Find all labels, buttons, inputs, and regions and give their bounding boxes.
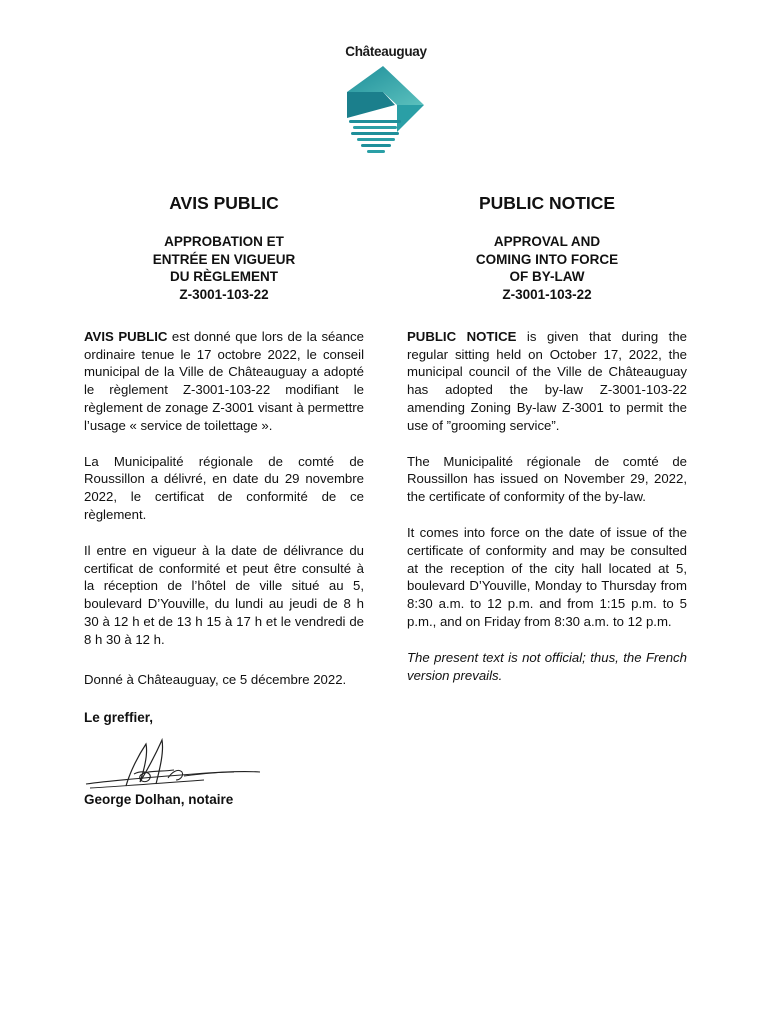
english-paragraph-translation-note: The present text is not official; thus, the French version prevails. xyxy=(407,649,687,683)
subtitle-line: Z-3001-103-22 xyxy=(179,287,269,303)
french-paragraph-in-force: Il entre en vigueur à la date de délivrance du certificat de conformité et peut être consulté à la réception de l’hôtel de ville situé au 5, boulevard D’Youville, du lundi au jeudi de 8 h 30 à 12 h et de 13 h 15 à 17 h et le vendredi de 8 h 30 à 12 h. xyxy=(84,542,364,647)
english-paragraph-in-force: It comes into force on the date of issue of the certificate of conformity and may be consulted at the reception of the city hall located at 5, boulevard D’Youville, Monday to Thursday from 8:30 a.m. to 12 p.m. and from 1:15 p.m. to 5 p.m., and on Friday from 8:30 a.m. to 12 p.m. xyxy=(407,524,687,629)
french-notice-column xyxy=(84,190,364,688)
english-notice-subtitle xyxy=(407,233,687,304)
english-paragraph-certificate: The Municipalité régionale de comté de Roussillon has issued on November 29, 2022, the certificate of conformity of the by-law. xyxy=(407,453,687,505)
french-paragraph-certificate: La Municipalité régionale de comté de Roussillon a délivré, en date du 29 novembre 2022, le certificat de conformité de ce règlement. xyxy=(84,453,364,522)
subtitle-line: COMING INTO FORCE xyxy=(475,251,619,267)
paragraph-lead: PUBLIC NOTICE xyxy=(407,328,517,344)
subtitle-line: APPROVAL AND xyxy=(493,234,601,249)
subtitle-line: Z-3001-103-22 xyxy=(502,287,592,303)
paragraph-lead: AVIS PUBLIC xyxy=(84,328,168,344)
paragraph-text: est donné que lors de la séance ordinaire tenue le 17 octobre 2022, le conseil municipal de la Ville de Châteauguay a adopté le règlement Z-3001-103-22 modifiant le règlement de zonage Z-3001 visant à permettre l’usage « service de toilettage ». xyxy=(84,328,364,433)
subtitle-line: OF BY-LAW xyxy=(509,269,585,285)
english-notice-column xyxy=(407,190,687,684)
handwritten-signature xyxy=(84,736,262,796)
clerk-name: George Dolhan, notaire xyxy=(84,792,234,807)
english-notice-title: PUBLIC NOTICE xyxy=(478,193,616,213)
french-paragraph-adoption xyxy=(84,328,364,435)
english-paragraph-adoption xyxy=(407,328,687,435)
french-notice-subtitle xyxy=(84,233,364,304)
paragraph-text: is given that during the regular sitting held on October 17, 2022, the municipal council of the Ville de Châteauguay has adopted the by-law Z-3001-103-22 amending Zoning By-law Z-3001 to permit the use of ”grooming service”. xyxy=(407,328,687,433)
city-logo-text: Châteauguay xyxy=(345,44,427,59)
subtitle-line: ENTRÉE EN VIGUEUR xyxy=(152,251,296,267)
city-logo-icon xyxy=(343,66,425,160)
french-notice-title: AVIS PUBLIC xyxy=(169,193,279,213)
subtitle-line: DU RÈGLEMENT xyxy=(170,269,278,285)
subtitle-line: APPROBATION ET xyxy=(164,234,284,249)
french-paragraph-given-at: Donné à Châteauguay, ce 5 décembre 2022. xyxy=(84,671,347,687)
clerk-title: Le greffier, xyxy=(84,710,154,725)
